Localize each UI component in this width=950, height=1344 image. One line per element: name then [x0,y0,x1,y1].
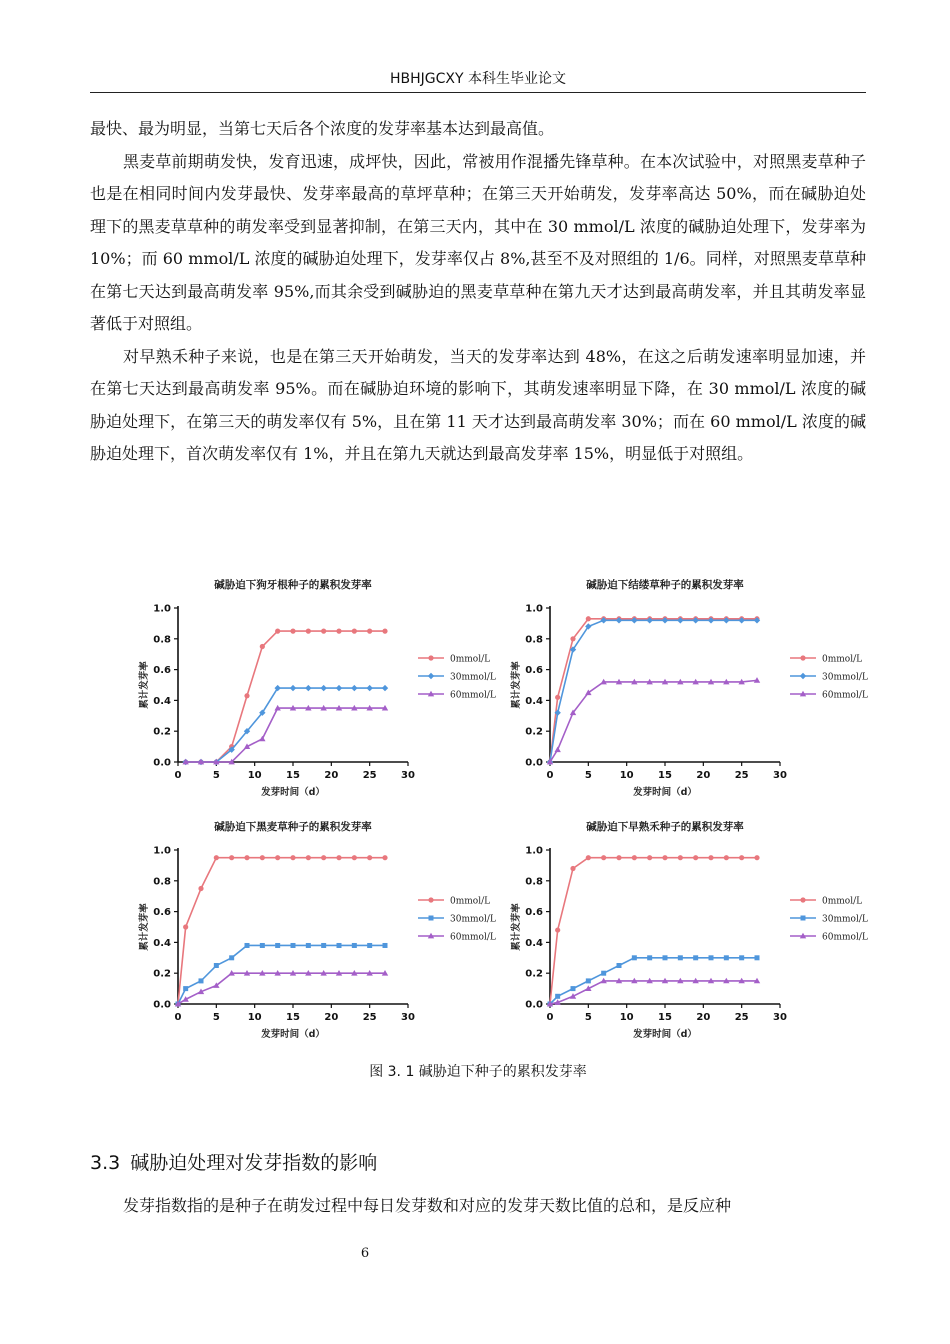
page-header [90,66,866,93]
data-point [229,855,234,860]
data-point [336,855,341,860]
data-point [352,629,357,634]
chart-title: 碱胁迫下黑麦草种子的累积发芽率 [214,821,372,833]
y-tick-label: 0.8 [153,876,171,888]
data-point [336,685,342,691]
data-point [367,943,372,948]
y-tick-label: 0.0 [525,999,543,1011]
data-point [214,855,219,860]
x-tick-label: 20 [324,1012,339,1023]
x-tick-label: 25 [362,1012,377,1023]
paragraph-3: 对早熟禾种子来说，也是在第三天开始萌发，当天的发芽率达到 48%，在这之后萌发速率明显加速，并在第七天达到最高萌发率 95%。而在碱胁迫环境的影响下，其萌发速率明显下降，在 30 mmol/L 浓度的碱胁迫处理下，在第三天的萌发率仅有 5%，且在第 11 天才达到最高萌发率 30%；而在 60 mmol/L 浓度的碱胁迫处理下，首次萌发率仅有 1%，并且在第九天就达到最高发芽率 15%，明显低于对照组。 [90,346,866,463]
data-point [708,855,713,860]
x-tick-label: 20 [696,770,711,781]
data-point [245,943,250,948]
series-line [186,708,385,762]
paragraph-1: 最快、最为明显，当第七天后各个浓度的发芽率基本达到最高值。 [90,119,555,138]
y-tick-label: 0.6 [153,907,171,919]
y-tick-label: 0.0 [153,999,171,1011]
data-point [321,629,326,634]
data-point [260,644,265,649]
y-tick-label: 0.4 [525,695,543,707]
data-point [382,685,388,691]
body-text-top [90,113,866,471]
legend-label: 0mmol/L [822,896,863,907]
y-tick-label: 0.6 [153,665,171,677]
y-tick-label: 0.8 [525,876,543,888]
x-axis-label: 发芽时间（d） [633,1029,697,1040]
data-point [571,986,576,991]
data-point [755,955,760,960]
data-point [290,629,295,634]
legend-label: 0mmol/L [450,654,491,665]
x-tick-label: 5 [584,1012,592,1023]
y-tick-label: 0.2 [153,726,171,738]
section-title: 碱胁迫处理对发芽指数的影响 [130,1152,378,1174]
data-point [724,855,729,860]
series-line [186,631,385,762]
x-tick-label: 10 [247,1012,262,1023]
y-tick-label: 1.0 [153,603,171,615]
data-point [290,685,296,691]
x-tick-label: 10 [619,770,634,781]
data-point [739,955,744,960]
data-point [663,955,668,960]
series-line [178,858,385,1004]
data-point [693,955,698,960]
y-tick-label: 1.0 [153,845,171,857]
data-point [275,855,280,860]
chart-zoysia [502,570,872,810]
legend-marker [800,673,806,679]
chart-title: 碱胁迫下结缕草种子的累积发芽率 [586,579,744,591]
y-tick-label: 0.4 [525,937,543,949]
data-point [352,943,357,948]
data-point [754,855,759,860]
x-axis-label: 发芽时间（d） [261,1029,325,1040]
page-number: 6 [360,1246,370,1261]
x-tick-label: 30 [401,770,415,781]
data-point [321,855,326,860]
legend-label: 60mmol/L [450,932,496,943]
data-point [662,855,667,860]
data-point [199,978,204,983]
y-tick-label: 0.4 [153,695,171,707]
x-tick-label: 30 [773,1012,787,1023]
chart-bermudagrass [130,570,500,810]
series-0mmol/L [547,855,759,1007]
data-point [555,927,560,932]
data-point [367,855,372,860]
header-title: HBHJGCXY 本科生毕业论文 [389,71,566,87]
series-line [550,620,757,762]
x-tick-label: 10 [247,770,262,781]
x-tick-label: 15 [286,1012,300,1023]
x-tick-label: 25 [362,770,377,781]
legend-label: 30mmol/L [450,914,496,925]
legend-marker [428,673,434,679]
data-point [724,955,729,960]
series-60mmol/L [182,705,388,765]
data-point [351,685,357,691]
data-point [367,629,372,634]
x-tick-label: 0 [546,770,554,781]
data-point [214,963,219,968]
chart-bluegrass [502,812,872,1052]
data-point [229,955,234,960]
data-point [554,746,560,752]
legend-label: 30mmol/L [822,672,868,683]
data-point [570,866,575,871]
legend-marker [800,655,805,660]
data-point [647,855,652,860]
chart-title: 碱胁迫下狗牙根种子的累积发芽率 [214,579,372,591]
legend-label: 60mmol/L [822,932,868,943]
x-axis-label: 发芽时间（d） [633,787,697,798]
data-point [382,855,387,860]
data-point [306,629,311,634]
section-heading [90,1148,377,1175]
series-30mmol/L [547,617,760,765]
legend-label: 60mmol/L [822,690,868,701]
data-point [555,994,560,999]
series-line [186,688,385,762]
data-point [678,855,683,860]
x-tick-label: 5 [212,770,220,781]
x-tick-label: 5 [212,1012,220,1023]
data-point [382,629,387,634]
y-tick-label: 0.0 [153,757,171,769]
data-point [632,855,637,860]
data-point [183,986,188,991]
data-point [616,855,621,860]
data-point [306,943,311,948]
legend-marker [429,916,434,921]
data-point [337,943,342,948]
data-point [183,924,188,929]
series-line [550,680,757,762]
data-point [739,855,744,860]
data-point [586,978,591,983]
y-axis-label: 累计发芽率 [511,661,522,709]
legend-marker [428,655,433,660]
x-tick-label: 30 [401,1012,415,1023]
x-tick-label: 15 [658,1012,672,1023]
series-30mmol/L [182,685,388,765]
legend-marker [800,897,805,902]
data-point [647,955,652,960]
x-tick-label: 0 [546,1012,554,1023]
body-text-bottom [90,1190,866,1223]
data-point [678,955,683,960]
x-tick-label: 15 [286,770,300,781]
legend-marker [801,916,806,921]
y-tick-label: 1.0 [525,845,543,857]
data-point [601,855,606,860]
data-point [352,855,357,860]
data-point [586,855,591,860]
data-point [244,693,249,698]
x-tick-label: 25 [734,770,749,781]
data-point [693,855,698,860]
x-tick-label: 0 [174,770,182,781]
y-axis-label: 累计发芽率 [139,903,150,951]
paragraph-2: 黑麦草前期萌发快，发育迅速，成坪快，因此，常被用作混播先锋草种。在本次试验中，对照黑麦草种子也是在相同时间内发芽最快、发芽率最高的草坪草种；在第三天开始萌发，发芽率高达 50%，而在碱胁迫处理下的黑麦草草种的萌发率受到显著抑制，在第三天内，其中在 30 mmol/L 浓度的碱胁迫处理下，发芽率为 10%；而 60 mmol/L 浓度的碱胁迫处理下，发芽率仅占 8%,甚至不及对照组的 1/6。同样，对照黑麦草草种在第七天达到最高萌发率 95%,而其余受到碱胁迫的黑麦草草种在第九天才达到最高萌发率，并且其萌发率显著低于对照组。 [90,151,866,333]
data-point [555,695,560,700]
data-point [617,963,622,968]
data-point [275,943,280,948]
data-point [570,636,575,641]
y-tick-label: 0.8 [153,634,171,646]
series-0mmol/L [175,855,387,1007]
y-tick-label: 0.6 [525,665,543,677]
legend-label: 0mmol/L [450,896,491,907]
figure-caption: 图 3. 1 碱胁迫下种子的累积发芽率 [369,1064,587,1080]
x-tick-label: 25 [734,1012,749,1023]
series-0mmol/L [183,629,388,765]
series-line [550,619,757,762]
data-point [198,886,203,891]
x-axis-label: 发芽时间（d） [261,787,325,798]
section-number: 3.3 [90,1152,121,1174]
y-tick-label: 0.0 [525,757,543,769]
y-axis-label: 累计发芽率 [511,903,522,951]
series-line [178,973,385,1004]
y-tick-label: 0.6 [525,907,543,919]
x-tick-label: 20 [324,770,339,781]
data-point [632,955,637,960]
y-axis-label: 累计发芽率 [139,661,150,709]
data-point [244,855,249,860]
data-point [260,943,265,948]
legend-label: 0mmol/L [822,654,863,665]
legend-label: 60mmol/L [450,690,496,701]
data-point [586,616,591,621]
data-point [601,971,606,976]
chart-title: 碱胁迫下早熟禾种子的累积发芽率 [586,821,744,833]
data-point [383,943,388,948]
series-60mmol/L [547,677,760,764]
y-tick-label: 0.8 [525,634,543,646]
series-60mmol/L [547,978,760,1007]
x-tick-label: 0 [174,1012,182,1023]
data-point [305,685,311,691]
data-point [709,955,714,960]
y-tick-label: 0.2 [153,968,171,980]
chart-ryegrass [130,812,500,1052]
legend-label: 30mmol/L [822,914,868,925]
x-tick-label: 10 [619,1012,634,1023]
data-point [336,629,341,634]
y-tick-label: 0.2 [525,968,543,980]
y-tick-label: 0.4 [153,937,171,949]
data-point [290,855,295,860]
x-tick-label: 5 [584,770,592,781]
data-point [260,855,265,860]
data-point [366,685,372,691]
legend-marker [428,897,433,902]
x-tick-label: 15 [658,770,672,781]
data-point [320,685,326,691]
data-point [275,629,280,634]
y-tick-label: 0.2 [525,726,543,738]
paragraph-4: 发芽指数指的是种子在萌发过程中每日发芽数和对应的发芽天数比值的总和，是反应种 [123,1196,732,1215]
data-point [291,943,296,948]
x-tick-label: 30 [773,770,787,781]
series-0mmol/L [547,616,759,764]
legend-label: 30mmol/L [450,672,496,683]
data-point [321,943,326,948]
x-tick-label: 20 [696,1012,711,1023]
data-point [306,855,311,860]
y-tick-label: 1.0 [525,603,543,615]
data-point [259,736,265,742]
